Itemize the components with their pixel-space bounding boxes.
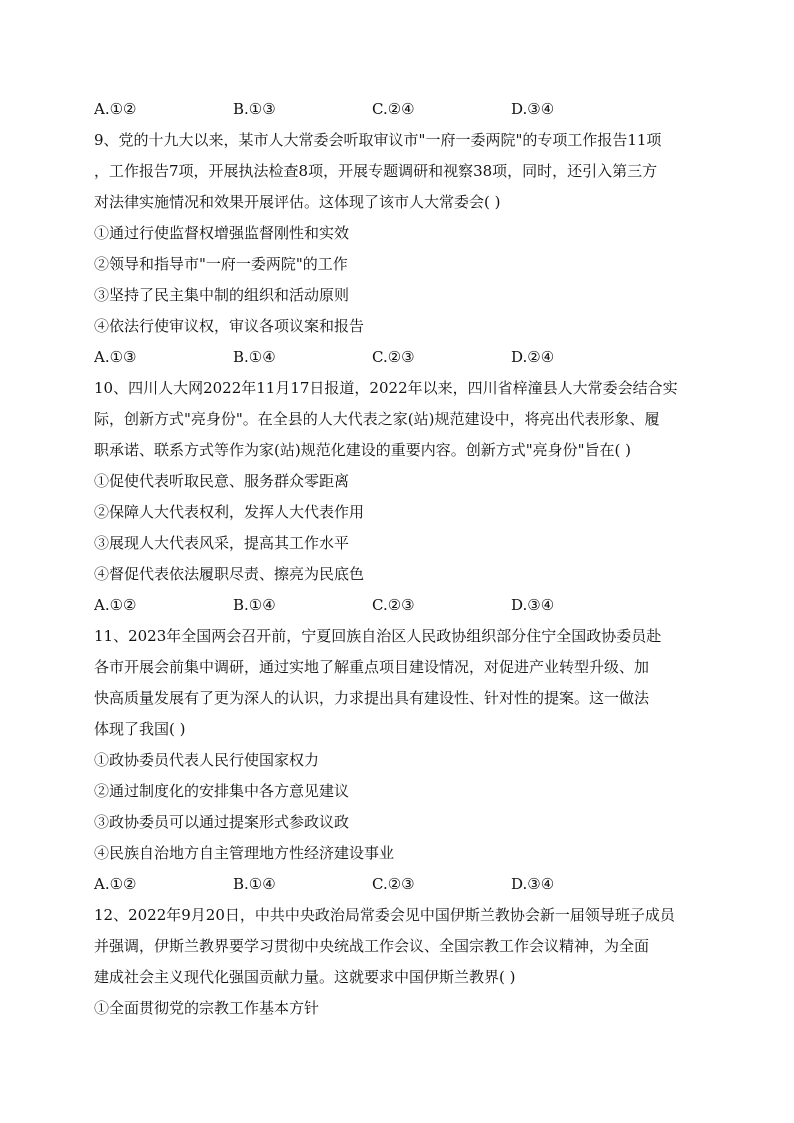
q11-option-1: ①政协委员代表人民行使国家权力: [94, 751, 320, 769]
exam-page: [94, 94, 704, 1024]
q11-stem-line: 体现了我国( ): [94, 720, 186, 738]
q9-option-2: ②领导和指导市"一府一委两院"的工作: [94, 255, 348, 273]
q8-choice-d: D.③④: [511, 100, 555, 118]
q10-stem-line: 职承诺、联系方式等作为家(站)规范化建设的重要内容。创新方式"亮身份"旨在( ): [94, 441, 631, 459]
q11-option-3: ③政协委员可以通过提案形式参政议政: [94, 813, 350, 831]
q10-choices: [94, 590, 704, 621]
q12-stem-line: 并强调，伊斯兰教界要学习贯彻中央统战工作会议、全国宗教工作会议精神，为全面: [94, 937, 650, 955]
q9-stem-line: 对法律实施情况和效果开展评估。这体现了该市人大常委会( ): [94, 193, 501, 211]
q9-option-1: ①通过行使监督权增强监督刚性和实效: [94, 224, 350, 242]
q11-option-4: ④民族自治地方自主管理地方性经济建设事业: [94, 844, 395, 862]
q9-choices: [94, 342, 704, 373]
q10-option-4: ④督促代表依法履职尽责、擦亮为民底色: [94, 565, 365, 583]
q9-choice-a: A.①③: [94, 348, 137, 366]
q11-stem-line: 各市开展会前集中调研，通过实地了解重点项目建设情况，对促进产业转型升级、加: [94, 658, 650, 676]
q9-option-4: ④依法行使审议权，审议各项议案和报告: [94, 317, 365, 335]
q9-choice-c: C.②③: [372, 348, 415, 366]
q8-choice-a: A.①②: [94, 100, 137, 118]
question-9: [94, 125, 704, 373]
q11-choice-c: C.②③: [372, 875, 415, 893]
q10-choice-d: D.③④: [511, 596, 555, 614]
q8-choice-b: B.①③: [233, 100, 276, 118]
q8-choice-c: C.②④: [372, 100, 415, 118]
q12-stem-line: 12、2022年9月20日，中共中央政治局常委会见中国伊斯兰教协会新一届领导班子成员: [94, 906, 675, 924]
q9-choice-d: D.②④: [511, 348, 555, 366]
q11-choice-b: B.①④: [233, 875, 276, 893]
q10-option-2: ②保障人大代表权利，发挥人大代表作用: [94, 503, 365, 521]
q9-stem-line: 9、党的十九大以来，某市人大常委会听取审议市"一府一委两院"的专项工作报告11项: [94, 131, 662, 149]
q12-stem-line: 建成社会主义现代化强国贡献力量。这就要求中国伊斯兰教界( ): [94, 968, 516, 986]
q10-stem-line: 际，创新方式"亮身份"。在全县的人大代表之家(站)规范建设中，将亮出代表形象、履: [94, 410, 660, 428]
q10-option-1: ①促使代表听取民意、服务群众零距离: [94, 472, 350, 490]
question-12: [94, 900, 704, 1024]
q11-choice-a: A.①②: [94, 875, 137, 893]
q9-stem-line: ，工作报告7项，开展执法检查8项，开展专题调研和视察38项，同时，还引入第三方: [94, 162, 658, 180]
q11-stem-line: 快高质量发展有了更为深人的认识，力求提出具有建设性、针对性的提案。这一做法: [94, 689, 650, 707]
q8-choices: [94, 94, 704, 125]
q10-choice-c: C.②③: [372, 596, 415, 614]
question-11: [94, 621, 704, 900]
q10-choice-a: A.①②: [94, 596, 137, 614]
q11-option-2: ②通过制度化的安排集中各方意见建议: [94, 782, 350, 800]
q10-stem-line: 10、四川人大网2022年11月17日报道，2022年以来，四川省梓潼县人大常委会结合实: [94, 379, 678, 397]
q12-option-1: ①全面贯彻党的宗教工作基本方针: [94, 999, 320, 1017]
q9-choice-b: B.①④: [233, 348, 276, 366]
question-10: [94, 373, 704, 621]
q9-option-3: ③坚持了民主集中制的组织和活动原则: [94, 286, 350, 304]
q11-choices: [94, 869, 704, 900]
q11-stem-line: 11、2023年全国两会召开前，宁夏回族自治区人民政协组织部分住宁全国政协委员赴: [94, 627, 662, 645]
q10-choice-b: B.①④: [233, 596, 276, 614]
q11-choice-d: D.③④: [511, 875, 555, 893]
q10-option-3: ③展现人大代表风采，提高其工作水平: [94, 534, 350, 552]
